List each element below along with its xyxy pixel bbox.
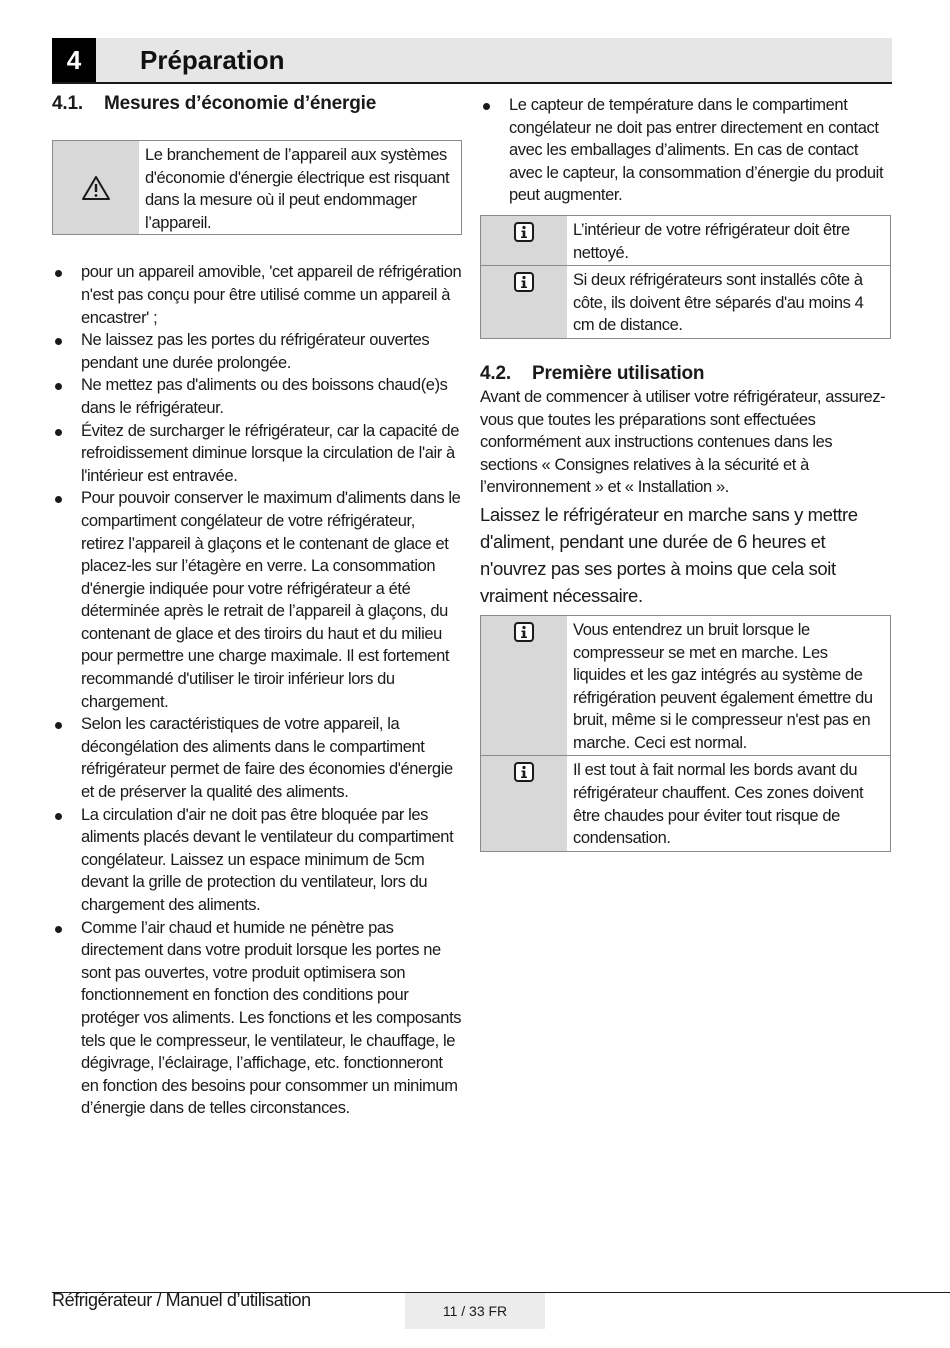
info-icon — [514, 272, 534, 292]
section-heading-4-1: 4.1. Mesures d’économie d’énergie — [52, 93, 377, 114]
list-item: Évitez de surcharger le réfrigérateur, car la capacité de refroidissement diminue lorsque la circulation de l'air à l'intérieur est entravée. — [52, 420, 462, 488]
left-column — [52, 92, 462, 1120]
energy-saving-list — [52, 261, 462, 1120]
right-column — [480, 94, 891, 852]
info-icon-cell — [481, 616, 567, 756]
list-item: Ne mettez pas d'aliments ou des boissons chaud(e)s dans le réfrigérateur. — [52, 374, 462, 419]
info-text: L’intérieur de votre réfrigérateur doit être nettoyé. — [573, 220, 850, 262]
warning-icon — [53, 141, 139, 234]
info-note — [480, 756, 891, 851]
info-text: Il est tout à fait normal les bords avant du réfrigérateur chauffent. Ces zones doivent être chaudes pour éviter tout risque de condensation. — [573, 761, 864, 848]
section-heading-4-2: 4.2. Première utilisation — [480, 362, 705, 384]
list-item: pour un appareil amovible, 'cet appareil de réfrigération n'est pas conçu pour être utilisé comme un appareil à encastrer' ; — [52, 261, 462, 329]
info-notes-1 — [480, 215, 891, 339]
info-icon — [514, 762, 534, 782]
list-item: Pour pouvoir conserver le maximum d'aliments dans le compartiment congélateur de votre réfrigérateur, retirez l’appareil à glaçons et le contenant de glace et placez-les sur l’étagère en verre. La consommation d'énergie indiquée pour votre réfrigérateur a été déterminée après le retrait de l’appareil à glaçons, du contenant de glace et des tiroirs du haut et du milieu pour permettre une charge maximale. Il est fortement recommandé d'utiliser le tiroir inférieur lors du chargement. — [52, 487, 462, 713]
sensor-list — [480, 94, 891, 207]
info-icon-cell — [481, 756, 567, 850]
list-item: Le capteur de température dans le compartiment congélateur ne doit pas entrer directement en contact avec les emballages d’aliments. En cas de contact avec le capteur, la consommation d’énergie du produit peut augmenter. — [480, 94, 891, 207]
info-note — [480, 215, 891, 266]
chapter-title: Préparation — [140, 45, 285, 75]
warning-note — [52, 140, 462, 235]
first-use-instruction: Laissez le réfrigérateur en marche sans y mettre d'aliment, pendant une durée de 6 heures et n'ouvrez pas ses portes à moins que cela soit vraiment nécessaire. — [480, 503, 858, 606]
info-icon-cell — [481, 216, 567, 265]
info-text: Si deux réfrigérateurs sont installés côte à côte, ils doivent être séparés d'au moins 4 cm de distance. — [573, 271, 864, 335]
list-item: La circulation d'air ne doit pas être bloquée par les aliments placés devant le ventilateur du compartiment congélateur. Laissez un espace minimum de 5cm devant la grille de protection du ventilateur, lors du chargement des aliments. — [52, 804, 462, 917]
list-item: Selon les caractéristiques de votre appareil, la décongélation des aliments dans le compartiment réfrigérateur permet de faire des économies d'énergie et de préserver la qualité des aliments. — [52, 713, 462, 803]
info-icon — [514, 222, 534, 242]
info-note — [480, 615, 891, 757]
warning-text: Le branchement de l’appareil aux systèmes d'économie d'énergie électrique est risquant dans la mesure où il peut endommager l’appareil. — [145, 146, 450, 232]
list-item: Comme l’air chaud et humide ne pénètre pas directement dans votre produit lorsque les portes ne sont pas ouvertes, votre produit optimisera son fonctionnement en fonction des conditions pour protéger vos aliments. Les fonctions et les composants tels que le compresseur, le ventilateur, le chauffage, le dégivrage, l’éclairage, l’affichage, etc. fonctionneront en fonction des besoins pour consommer un minimum d’énergie dans de telles circonstances. — [52, 917, 462, 1120]
first-use-paragraph: Avant de commencer à utiliser votre réfrigérateur, assurez-vous que toutes les préparations sont effectuées conformément aux instructions contenues dans les sections « Consignes relatives à la sécurité et à l’environnement » et « Installation ». — [480, 387, 886, 497]
page-number: 11 / 33 FR — [405, 1293, 545, 1329]
info-text: Vous entendrez un bruit lorsque le compresseur se met en marche. Les liquides et les gaz intégrés au système de réfrigération peuvent également émettre du bruit, même si le compresseur n'est pas en marche. Ceci est normal. — [573, 620, 873, 752]
info-notes-2 — [480, 615, 891, 852]
info-icon-cell — [481, 266, 567, 338]
chapter-number: 4 — [52, 38, 96, 82]
info-icon — [514, 622, 534, 642]
list-item: Ne laissez pas les portes du réfrigérateur ouvertes pendant une durée prolongée. — [52, 329, 462, 374]
info-note — [480, 266, 891, 339]
footer-title: Réfrigérateur / Manuel d’utilisation — [52, 1290, 311, 1310]
chapter-header — [52, 38, 892, 84]
